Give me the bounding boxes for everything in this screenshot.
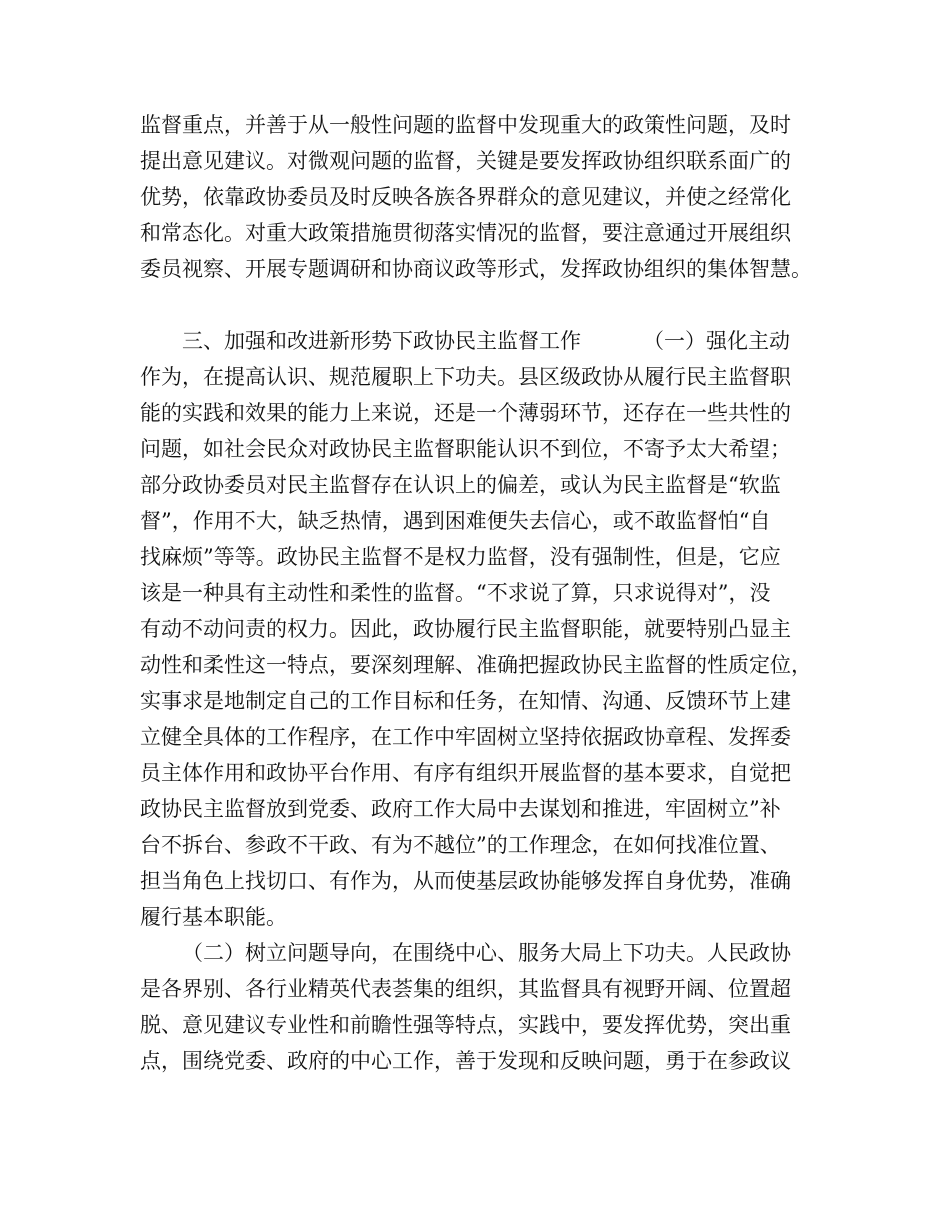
text-line: 动性和柔性这一特点，要深刻理解、准确把握政协民主监督的性质定位， <box>140 653 812 677</box>
text-line: 立健全具体的工作程序，在工作中牢固树立坚持依据政协章程、发挥委 <box>140 725 791 749</box>
text-line: 该是一种具有主动性和柔性的监督。“不求说了算，只求说得对”，没 <box>140 581 771 605</box>
text-line: 实事求是地制定自己的工作目标和任务，在知情、沟通、反馈环节上建 <box>140 689 791 713</box>
text-line: 监督重点，并善于从一般性问题的监督中发现重大的政策性问题，及时 <box>140 113 791 137</box>
text-line: 担当角色上找切口、有作为，从而使基层政协能够发挥自身优势，准确 <box>140 869 791 893</box>
text-line: 点，围绕党委、政府的中心工作，善于发现和反映问题，勇于在参政议 <box>140 1049 791 1073</box>
section-heading: 三、加强和改进新形势下政协民主监督工作 <box>182 329 581 353</box>
text-line: 台不拆台、参政不干政、有为不越位”的工作理念，在如何找准位置、 <box>140 833 781 857</box>
section-3 <box>140 323 830 1079</box>
text-line: 是各界别、各行业精英代表荟集的组织，其监督具有视野开阔、位置超 <box>140 977 791 1001</box>
text-line: 找麻烦”等等。政协民主监督不是权力监督，没有强制性，但是，它应 <box>140 545 781 569</box>
text-line: 委员视察、开展专题调研和协商议政等形式，发挥政协组织的集体智慧。 <box>140 257 812 281</box>
section-heading-line <box>140 323 830 359</box>
subsection-1-title-start: （一）强化主动 <box>643 329 790 353</box>
text-line: 员主体作用和政协平台作用、有序有组织开展监督的基本要求，自觉把 <box>140 761 791 785</box>
text-line: 和常态化。对重大政策措施贯彻落实情况的监督，要注意通过开展组织 <box>140 221 791 245</box>
text-line: 履行基本职能。 <box>140 905 287 929</box>
text-line: 问题，如社会民众对政协民主监督职能认识不到位，不寄予太大希望； <box>140 437 791 461</box>
text-line: 政协民主监督放到党委、政府工作大局中去谋划和推进，牢固树立”补 <box>140 797 781 821</box>
text-line: 作为，在提高认识、规范履职上下功夫。县区级政协从履行民主监督职 <box>140 365 791 389</box>
text-line: 督”，作用不大，缺乏热情，遇到困难便失去信心，或不敢监督怕“自 <box>140 509 771 533</box>
text-line: 提出意见建议。对微观问题的监督，关键是要发挥政协组织联系面广的 <box>140 149 791 173</box>
paragraph-3-first-line: （二）树立问题导向，在围绕中心、服务大局上下功夫。人民政协 <box>182 941 791 965</box>
text-line: 脱、意见建议专业性和前瞻性强等特点，实践中，要发挥优势，突出重 <box>140 1013 791 1037</box>
paragraph-1 <box>140 107 830 287</box>
text-line: 优势，依靠政协委员及时反映各族各界群众的意见建议，并使之经常化 <box>140 185 791 209</box>
text-line: 有动不动问责的权力。因此，政协履行民主监督职能，就要特别凸显主 <box>140 617 791 641</box>
text-line: 能的实践和效果的能力上来说，还是一个薄弱环节，还存在一些共性的 <box>140 401 791 425</box>
text-line: 部分政协委员对民主监督存在认识上的偏差，或认为民主监督是“软监 <box>140 473 781 497</box>
